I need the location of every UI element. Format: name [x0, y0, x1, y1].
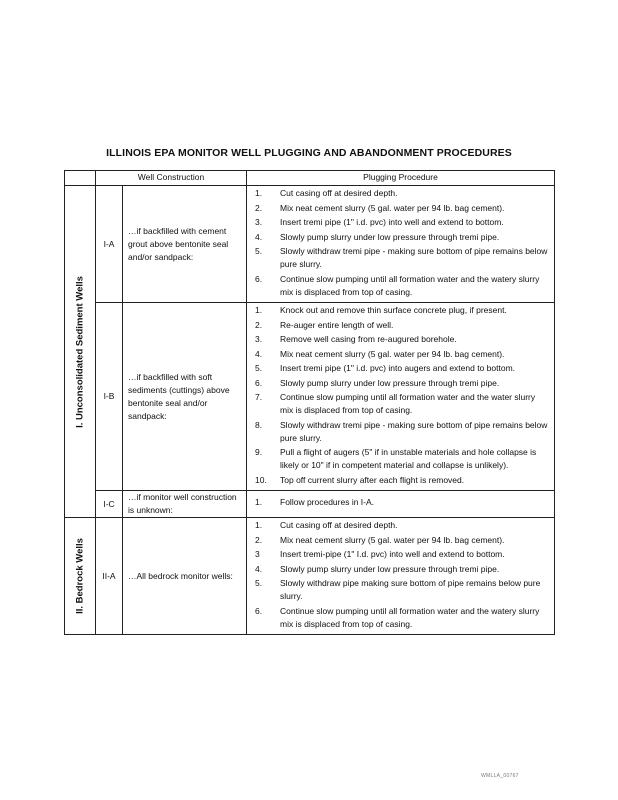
row-code: I-C [96, 491, 123, 518]
step-item: 1. Cut casing off at desired depth. [255, 188, 398, 198]
row-code: II-A [96, 518, 123, 635]
step-item: 5. Slowly withdraw tremi pipe - making sure bottom of pipe remains below pure slurry. [255, 246, 548, 269]
step-item: 4. Slowly pump slurry under low pressure through tremi pipe. [255, 563, 500, 574]
bates-stamp: WMLLA_00767 [481, 773, 519, 779]
table-row [65, 491, 555, 518]
step-item: 7. Continue slow pumping until all formation water and the water slurry mix is displaced from top of casing. [255, 392, 536, 415]
header-blank-cell [65, 171, 96, 186]
step-item: 2. Mix neat cement slurry (5 gal. water per 94 lb. bag cement). [255, 202, 505, 213]
step-item: 1. Cut casing off at desired depth. [255, 520, 398, 530]
step-item: 6. Slowly pump slurry under low pressure through tremi pipe. [255, 377, 500, 388]
category-unconsolidated [65, 186, 96, 518]
table-header-row [65, 171, 555, 186]
header-well-construction: Well Construction [96, 171, 247, 186]
procedure-steps [247, 303, 555, 491]
table-row [65, 186, 555, 303]
table-row [65, 518, 555, 635]
procedure-steps [247, 518, 555, 635]
step-item: 4. Mix neat cement slurry (5 gal. water per 94 lb. bag cement). [255, 348, 505, 359]
construction-description: …if monitor well construction is unknown: [123, 491, 247, 518]
header-plugging-procedure: Plugging Procedure [247, 171, 555, 186]
step-item: 2. Mix neat cement slurry (5 gal. water per 94 lb. bag cement). [255, 534, 505, 545]
step-item: 3. Insert tremi pipe (1" i.d. pvc) into well and extend to bottom. [255, 217, 504, 227]
category-label: I. Unconsolidated Sediment Wells [74, 275, 86, 428]
row-code: I-B [96, 303, 123, 491]
document-title: ILLINOIS EPA MONITOR WELL PLUGGING AND ABANDONMENT PROCEDURES [106, 147, 512, 159]
step-item: 3 Insert tremi-pipe (1" I.d. pvc) into well and extend to bottom. [255, 549, 505, 559]
step-item: 4. Slowly pump slurry under low pressure through tremi pipe. [255, 231, 500, 242]
step-item: 10. Top off current slurry after each flight is removed. [255, 474, 465, 485]
step-item: 9. Pull a flight of augers (5" if in unstable materials and hole collapse is likely or 10" if in competent material and collapse is unlikely). [255, 447, 537, 470]
construction-description: …if backfilled with cement grout above bentonite seal and/or sandpack: [123, 186, 247, 303]
construction-description: …All bedrock monitor wells: [123, 518, 247, 635]
construction-description: …if backfilled with soft sediments (cuttings) above bentonite seal and/or sandpack: [123, 303, 247, 491]
step-item: 3. Remove well casing from re-augured borehole. [255, 334, 457, 344]
step-item: 5. Insert tremi pipe (1" i.d. pvc) into augers and extend to bottom. [255, 363, 516, 373]
procedure-steps [247, 186, 555, 303]
step-item: 2. Re-auger entire length of well. [255, 319, 394, 330]
step-item: 1. Knock out and remove thin surface concrete plug, if present. [255, 305, 507, 315]
category-bedrock [65, 518, 96, 635]
step-item: 8. Slowly withdraw tremi pipe - making sure bottom of pipe remains below pure slurry. [255, 419, 548, 443]
category-label: II. Bedrock Wells [74, 538, 86, 614]
procedure-table [64, 170, 555, 635]
row-code: I-A [96, 186, 123, 303]
procedure-steps [247, 491, 555, 518]
step-item: 5. Slowly withdraw pipe making sure bottom of pipe remains below pure slurry. [255, 578, 541, 601]
step-item: 1. Follow procedures in I-A. [255, 497, 375, 508]
step-item: 6. Continue slow pumping until all formation water and the watery slurry mix is displaced from top of casing. [255, 273, 540, 297]
step-item: 6. Continue slow pumping until all formation water and the watery slurry mix is displaced from top of casing. [255, 605, 540, 629]
table-row [65, 303, 555, 491]
